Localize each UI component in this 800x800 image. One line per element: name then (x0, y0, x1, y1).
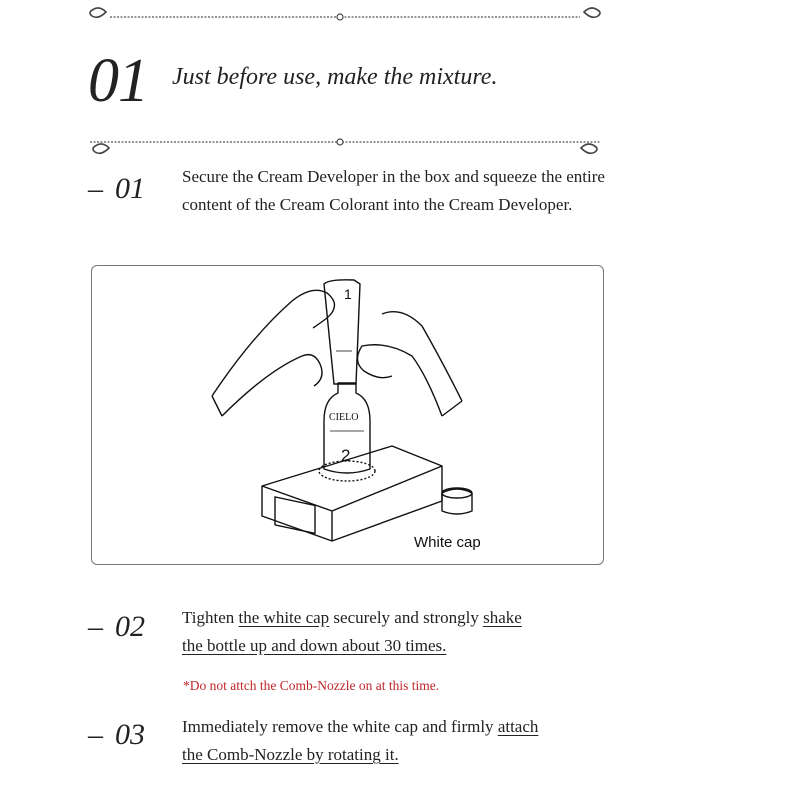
step-2-number: – 02 (88, 610, 145, 643)
bottle-brand: CIELO (329, 412, 359, 423)
right-arm (357, 312, 462, 416)
step-3-part: Immediately remove the white cap and firmly (182, 717, 498, 736)
step-3-underlined: the Comb-Nozzle by rotating it. (182, 745, 399, 764)
white-cap-label: White cap (414, 534, 481, 551)
section-title: Just before use, make the mixture. (172, 64, 498, 90)
developer-box (262, 446, 442, 541)
tube-number: 1 (344, 286, 352, 302)
step-1-text: Secure the Cream Developer in the box and squeeze the entire content of the Cream Colorant into the Cream Developer. (182, 167, 605, 214)
mixing-drawing (92, 266, 605, 566)
step-3-number: – 03 (88, 718, 145, 751)
step-2-part: securely and strongly (329, 608, 484, 627)
top-ornament-divider (85, 2, 605, 32)
left-arm (212, 290, 335, 416)
caution-note: *Do not attch the Comb-Nozzle on at this time. (183, 678, 440, 693)
section-number: 01 (88, 47, 148, 115)
step-2-underlined: the white cap (238, 608, 330, 627)
step-2-text (182, 604, 612, 660)
step-3-text (182, 713, 612, 769)
mixing-illustration (91, 265, 604, 565)
step-2-part: Tighten (182, 608, 239, 627)
step-3-underlined: attach (497, 717, 539, 736)
white-cap (442, 489, 472, 514)
bottle-number: 2 (341, 446, 351, 465)
step-1-number: – 01 (88, 172, 145, 205)
step-2-underlined: shake (483, 608, 522, 627)
middle-ornament-divider (85, 136, 605, 166)
step-2-underlined: the bottle up and down about 30 times. (182, 636, 447, 655)
